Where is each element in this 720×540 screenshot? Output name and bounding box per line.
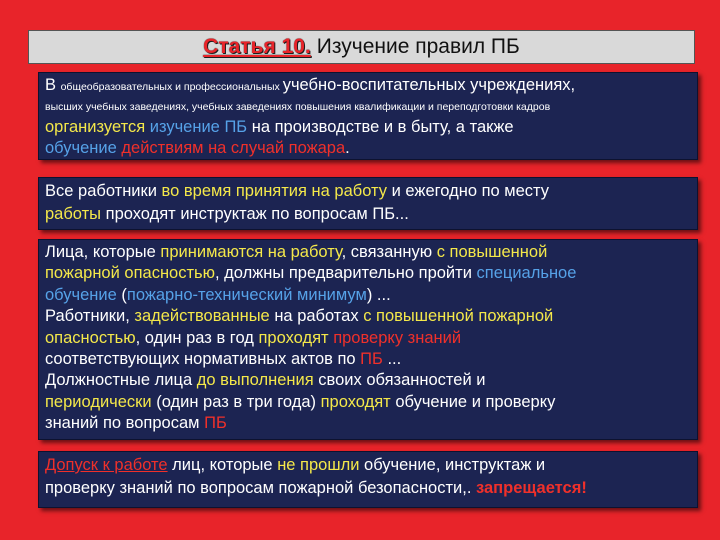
box3-line (45, 285, 691, 306)
text: пожарно-технический минимум (126, 285, 367, 304)
box1-line: В общеобразовательных и профессиональных учебно-воспитательных учреждениях, (45, 76, 576, 94)
text: на работах (269, 307, 364, 326)
text: проходят (258, 328, 329, 347)
text: проверку знаний (333, 328, 462, 347)
text: с повышенной пожарной (363, 307, 554, 326)
box3-line (45, 413, 691, 434)
text: на производстве и в быту, а также (247, 118, 514, 136)
text: Все работники (45, 182, 162, 200)
text: ( (116, 285, 127, 304)
text: Работники, (45, 307, 135, 326)
text: обучение и проверку (390, 392, 556, 411)
text: В (45, 76, 61, 94)
education-institutions-box (38, 72, 698, 160)
text: обучение, инструктаж и (359, 456, 546, 474)
article-heading: Изучение правил ПБ (316, 35, 520, 58)
text: опасностью (45, 328, 136, 347)
text: общеобразовательных и профессиональных (60, 81, 283, 93)
text: (один раз в три года) (151, 392, 321, 411)
box1-line (45, 117, 691, 138)
text: запрещается! (476, 479, 587, 497)
text: специальное (476, 264, 577, 283)
text: до выполнения (196, 371, 314, 390)
box4-line (45, 454, 691, 477)
box1-line: высших учебных заведениях, учебных заведениях повышения квалификации и переподготовки кадров (45, 101, 551, 113)
article-number: Статья 10. (203, 35, 311, 58)
text: задействованные (134, 307, 270, 326)
text: работы (45, 205, 102, 223)
text: соответствующих нормативных актов по (45, 350, 361, 369)
text: Должностные лица (45, 371, 197, 390)
text: обучение (45, 285, 117, 304)
text: лиц, которые (167, 456, 278, 474)
box1-line (45, 138, 691, 159)
text: ПБ (360, 350, 383, 369)
text: проходят (320, 392, 391, 411)
text: учебно-воспитательных учреждениях (282, 76, 571, 94)
text: Допуск к работе (45, 456, 168, 474)
text: ... (382, 350, 402, 369)
text: принимаются на работу (160, 243, 342, 261)
text: Лица, которые (45, 243, 161, 261)
box3-line (45, 328, 691, 349)
text: проходят инструктаж по вопросам ПБ... (101, 205, 409, 223)
text: не прошли (277, 456, 360, 474)
box3-line (45, 392, 691, 413)
text: ПБ (204, 414, 227, 433)
employees-briefing-box (38, 177, 698, 230)
text: во время принятия на работу (161, 182, 388, 200)
text: проверку знаний по вопросам пожарной безопасности,. (45, 479, 477, 497)
text: обучение (45, 139, 122, 157)
box2-line (45, 203, 691, 226)
work-admission-box (38, 451, 698, 508)
article-title (28, 30, 695, 64)
text: пожарной опасностью (45, 264, 216, 283)
box3-line (45, 242, 691, 263)
box4-line (45, 477, 691, 500)
text: . (345, 139, 350, 157)
text: , один раз в год (135, 328, 259, 347)
text: , должны предварительно пройти (215, 264, 477, 283)
text: с повышенной (436, 243, 548, 261)
text: организуется (45, 118, 150, 136)
box3-line (45, 263, 691, 284)
box2-line (45, 180, 691, 203)
text: знаний по вопросам (45, 414, 205, 433)
text: и ежегодно по месту (387, 182, 550, 200)
box3-line (45, 306, 691, 327)
text: ) ... (366, 285, 391, 304)
box3-line (45, 349, 691, 370)
text: периодически (45, 392, 152, 411)
training-requirements-box (38, 239, 698, 440)
box3-line (45, 370, 691, 391)
text: своих обязанностей и (313, 371, 486, 390)
text: действиям на случай пожара (121, 139, 346, 157)
text: изучение ПБ (149, 118, 248, 136)
text: , связанную (341, 243, 437, 261)
